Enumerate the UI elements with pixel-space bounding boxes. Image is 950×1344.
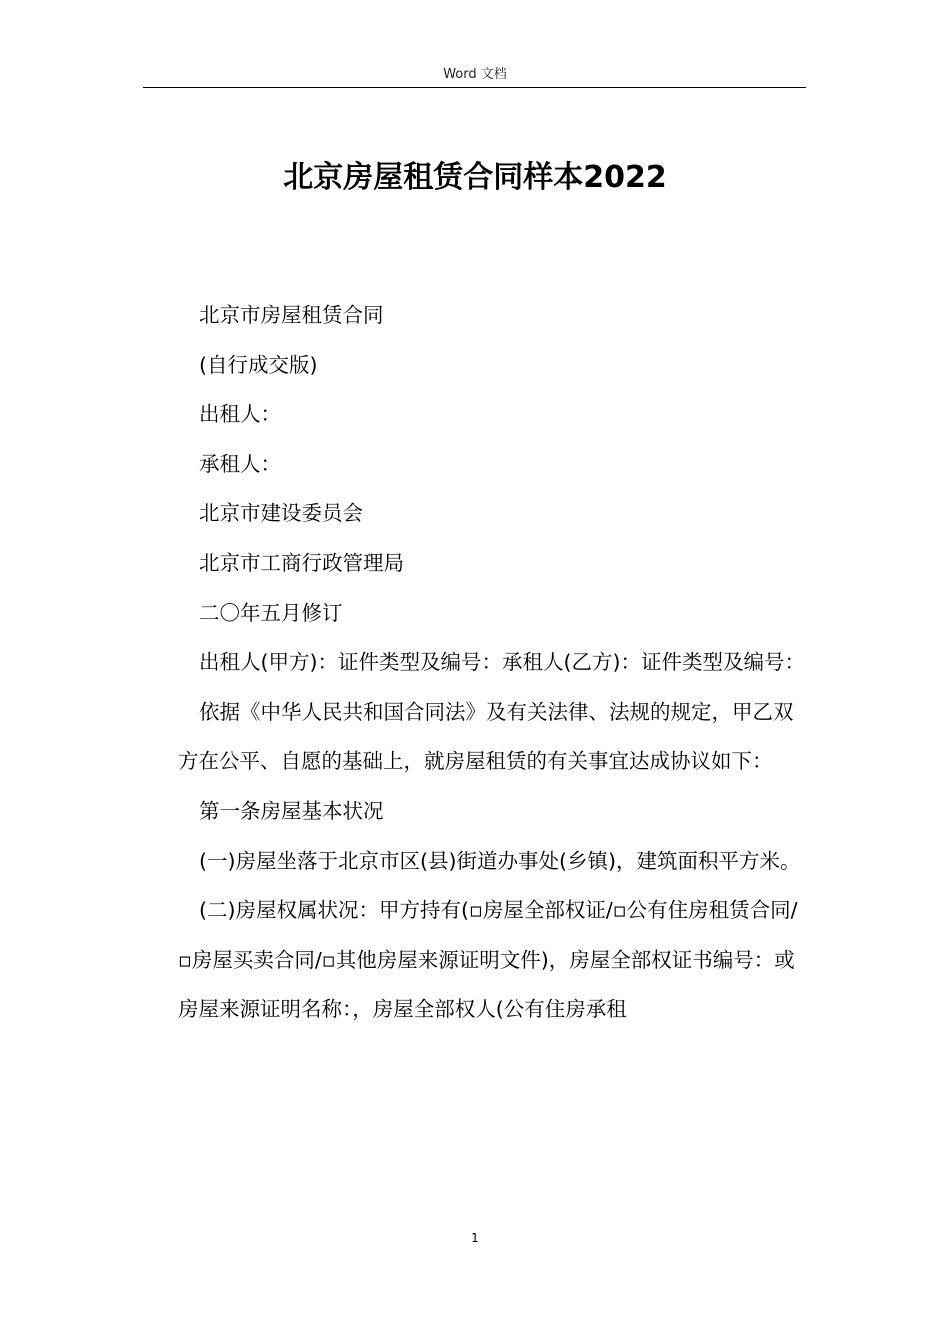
document-title: 北京房屋租赁合同样本2022 — [283, 160, 667, 195]
document-body — [178, 291, 806, 1035]
paragraph: (二)房屋权属状况：甲方持有(▫房屋全部权证/▫公有住房租赁合同/▫房屋买卖合同/▫其他房屋来源证明文件)，房屋全部权证书编号：或房屋来源证明名称：，房屋全部权人(公有住房承租 — [178, 898, 798, 1022]
page-header: Word 文档 — [443, 67, 507, 82]
paragraph: 北京市房屋租赁合同 — [199, 303, 384, 327]
paragraph: 北京市工商行政管理局 — [199, 550, 404, 575]
paragraph: 出租人： — [199, 402, 281, 427]
paragraph: (自行成交版) — [199, 352, 318, 377]
paragraph: 二〇年五月修订 — [199, 600, 343, 625]
paragraph: 第一条房屋基本状况 — [199, 798, 384, 823]
header-divider — [143, 87, 806, 88]
paragraph: 依据《中华人民共和国合同法》及有关法律、法规的规定，甲乙双方在公平、自愿的基础上，就房屋租赁的有关事宜达成协议如下： — [178, 699, 794, 774]
paragraph: 北京市建设委员会 — [199, 501, 363, 526]
page-number: 1 — [471, 1231, 479, 1245]
paragraph: (一)房屋坐落于北京市区(县)街道办事处(乡镇)，建筑面积平方米。 — [199, 848, 801, 873]
paragraph: 承租人： — [199, 451, 281, 476]
paragraph: 出租人(甲方)：证件类型及编号：承租人(乙方)：证件类型及编号： — [199, 650, 805, 675]
